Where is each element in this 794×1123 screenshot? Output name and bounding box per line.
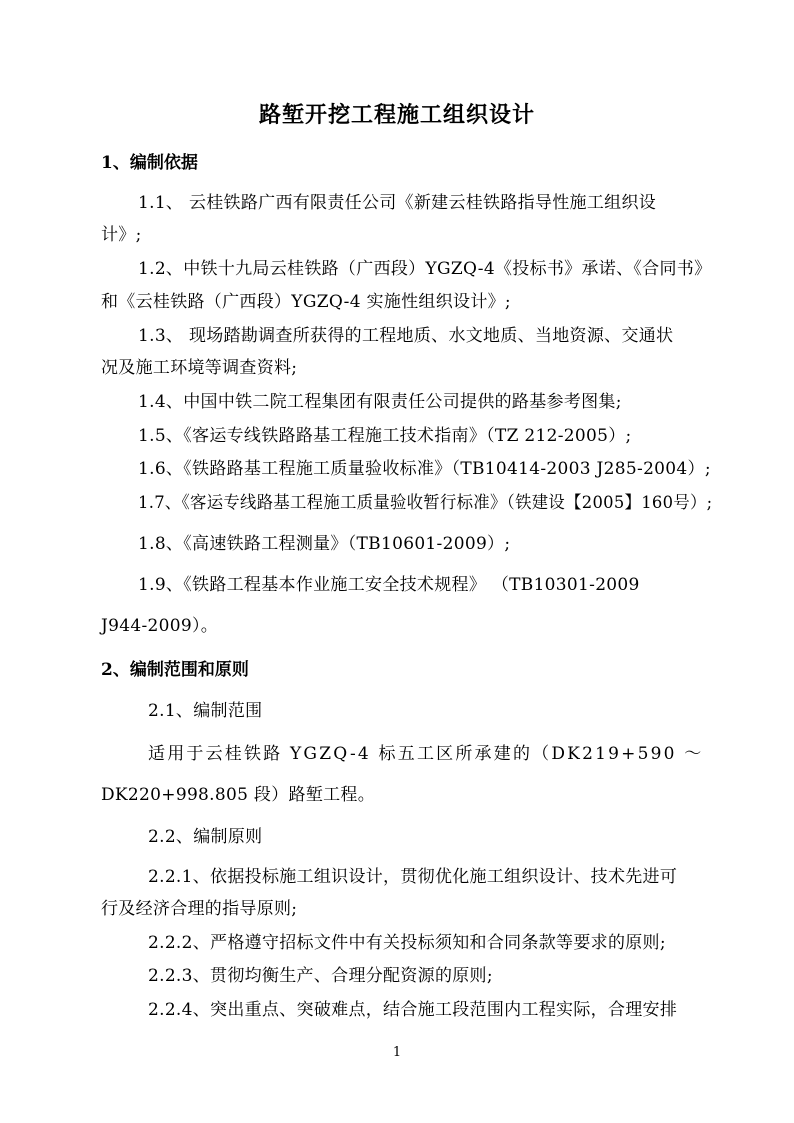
paragraph-line: 况及施工环境等调查资料; <box>101 358 298 378</box>
page-number: 1 <box>392 1045 402 1060</box>
paragraph-line: 2.2.1、依据投标施工组识设计，贯彻优化施工组织设计、技术先进可 <box>148 867 678 887</box>
paragraph-line: 1.7、《客运专线路基工程施工质量验收暂行标准》（铁建设【2005】160号）; <box>138 493 713 513</box>
paragraph-line: 2.2.4、突出重点、突破难点，结合施工段范围内工程实际，合理安排 <box>148 1000 678 1020</box>
section-heading-2: 2、编制范围和原则 <box>101 660 249 680</box>
paragraph-line: 行及经济合理的指导原则; <box>101 899 298 919</box>
paragraph-line: 和《云桂铁路（广西段）YGZQ-4 实施性组织设计》; <box>101 292 511 312</box>
paragraph-line: 1.6、《铁路路基工程施工质量验收标准》（TB10414-2003 J285-2004）; <box>138 459 711 479</box>
paragraph-line: 1.5、《客运专线铁路路基工程施工技术指南》（TZ 212-2005）; <box>138 426 632 446</box>
section-heading-1: 1、编制依据 <box>101 153 198 173</box>
paragraph-line: 1.1、 云桂铁路广西有限责任公司《新建云桂铁路指导性施工组织设 <box>138 193 657 213</box>
paragraph-line: 1.9、《铁路工程基本作业施工安全技术规程》 （TB10301-2009 <box>138 575 640 595</box>
paragraph-line: 1.8、《高速铁路工程测量》（TB10601-2009）; <box>138 534 511 554</box>
paragraph-line: J944-2009）。 <box>101 616 219 636</box>
paragraph-line: 2.2.3、贯彻均衡生产、合理分配资源的原则; <box>148 966 493 986</box>
paragraph-line: DK220+998.805 段）路堑工程。 <box>101 785 376 805</box>
paragraph-line: 适用于云桂铁路 YGZQ-4 标五工区所承建的（DK219+590 ～ <box>148 744 704 764</box>
paragraph-line: 1.4、中国中铁二院工程集团有限责任公司提供的路基参考图集; <box>138 392 622 412</box>
subsection-heading: 2.2、编制原则 <box>148 827 263 847</box>
paragraph-line: 2.2.2、严格遵守招标文件中有关投标须知和合同条款等要求的原则; <box>148 933 666 953</box>
paragraph-line: 1.3、 现场踏勘调查所获得的工程地质、水文地质、当地资源、交通状 <box>138 326 674 346</box>
subsection-heading: 2.1、编制范围 <box>148 701 263 721</box>
document-title: 路堑开挖工程施工组织设计 <box>258 102 535 128</box>
paragraph-line: 计》; <box>101 225 142 245</box>
paragraph-line: 1.2、中铁十九局云桂铁路（广西段）YGZQ-4《投标书》承诺、《合同书》 <box>138 259 712 279</box>
